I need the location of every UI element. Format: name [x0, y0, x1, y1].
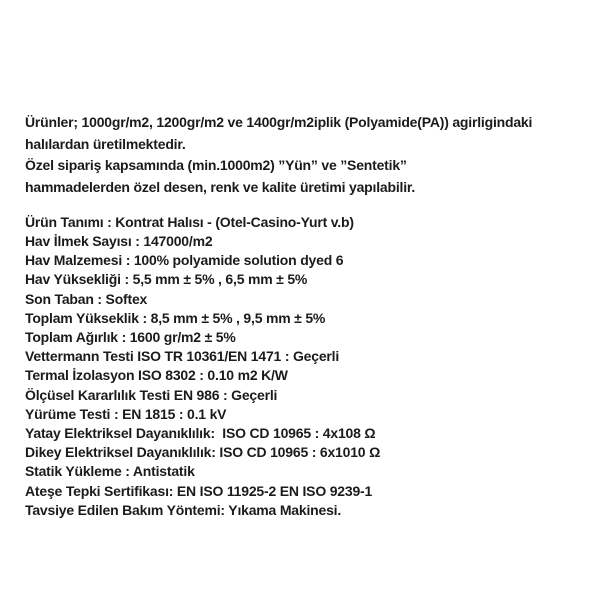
spec-line-vettermann-testi: Vettermann Testi ISO TR 10361/EN 1471 : Geçerli [25, 348, 340, 365]
spec-line-statik-yukleme: Statik Yükleme : Antistatik [25, 463, 195, 480]
spec-line-yurume-testi: Yürüme Testi : EN 1815 : 0.1 kV [25, 405, 227, 422]
intro-line: Ürünler; 1000gr/m2, 1200gr/m2 ve 1400gr/m2iplik (Polyamide(PA)) agirligindaki [25, 114, 533, 130]
spec-line-dikey-elektriksel: Dikey Elektriksel Dayanıklılık: ISO CD 10965 : 6x1010 Ω [25, 444, 381, 461]
spec-line-toplam-agirlik: Toplam Ağırlık : 1600 gr/m2 ± 5% [25, 329, 236, 346]
spec-line-son-taban: Son Taban : Softex [25, 290, 148, 307]
spec-line-hav-ilmek-sayisi: Hav İlmek Sayısı : 147000/m2 [25, 233, 213, 250]
spec-line-urun-tanimi: Ürün Tanımı : Kontrat Halısı - (Otel-Casino-Yurt v.b) [25, 213, 354, 230]
intro-paragraph [25, 112, 592, 199]
spec-list [25, 213, 592, 520]
spec-line-hav-yuksekligi: Hav Yüksekliği : 5,5 mm ± 5% , 6,5 mm ± 5% [25, 271, 308, 288]
spec-line-atese-tepki: Ateşe Tepki Sertifikası: EN ISO 11925-2 EN ISO 9239-1 [25, 482, 373, 499]
product-description [25, 112, 592, 520]
intro-line: hammadelerden özel desen, renk ve kalite üretimi yapılabilir. [25, 179, 416, 196]
spec-line-olcusel-kararlilik: Ölçüsel Kararlılık Testi EN 986 : Geçerli [25, 386, 278, 403]
spec-line-toplam-yukseklik: Toplam Yükseklik : 8,5 mm ± 5% , 9,5 mm ± 5% [25, 309, 326, 326]
intro-line: halılardan üretilmektedir. [25, 135, 186, 152]
spec-line-termal-izolasyon: Termal İzolasyon ISO 8302 : 0.10 m2 K/W [25, 367, 288, 384]
spec-line-yatay-elektriksel: Yatay Elektriksel Dayanıklılık: ISO CD 10965 : 4x108 Ω [25, 425, 376, 442]
spec-line-bakim-yontemi: Tavsiye Edilen Bakım Yöntemi: Yıkama Makinesi. [25, 501, 342, 518]
intro-line: Özel sipariş kapsamında (min.1000m2) ”Yün” ve ”Sentetik” [25, 157, 407, 174]
spec-line-hav-malzemesi: Hav Malzemesi : 100% polyamide solution dyed 6 [25, 252, 344, 269]
